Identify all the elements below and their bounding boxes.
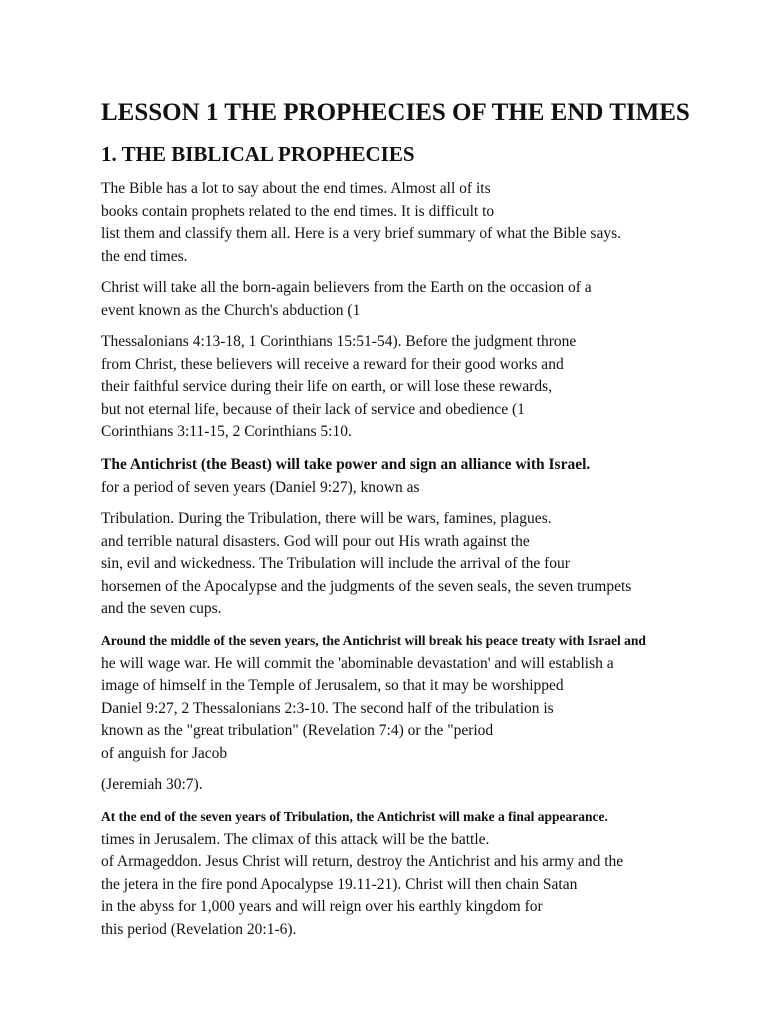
paragraph-lead: Around the middle of the seven years, the Antichrist will break his peace treaty with Israel and [101,633,646,648]
text-line: Christ will take all the born-again believers from the Earth on the occasion of a [101,279,592,296]
paragraph-8 [101,806,623,941]
text-line: horsemen of the Apocalypse and the judgments of the seven seals, the seven trumpets [101,577,632,595]
text-line: list them and classify them all. Here is a very brief summary of what the Bible says. [101,225,621,242]
text-line: this period (Revelation 20:1-6). [101,920,297,938]
paragraph-3 [101,331,576,444]
paragraph-4 [101,454,590,499]
text-line: but not eternal life, because of their lack of service and obedience (1 [101,400,525,418]
text-line: of Armageddon. Jesus Christ will return, destroy the Antichrist and his army and the [101,853,624,870]
text-line: and the seven cups. [101,600,222,617]
paragraph-1 [101,178,621,268]
lesson-title: LESSON 1 THE PROPHECIES OF THE END TIMES [101,99,690,126]
text-line: for a period of seven years (Daniel 9:27), known as [101,478,420,496]
paragraph-lead: At the end of the seven years of Tribulation, the Antichrist will make a final appearance. [101,809,608,824]
paragraph-5 [101,508,631,621]
text-line: Tribulation. During the Tribulation, there will be wars, famines, plagues. [101,510,552,527]
text-line: and terrible natural disasters. God will pour out His wrath against the [101,532,530,550]
text-line: event known as the Church's abduction (1 [101,301,361,319]
text-line: Thessalonians 4:13-18, 1 Corinthians 15:51-54). Before the judgment throne [101,333,577,350]
text-line: their faithful service during their life on earth, or will lose these rewards, [101,378,553,395]
text-line: books contain prophets related to the end times. It is difficult to [101,202,495,220]
text-line: known as the "great tribulation" (Revelation 7:4) or the "period [101,722,494,739]
text-line: Corinthians 3:11-15, 2 Corinthians 5:10. [101,423,352,440]
paragraph-2 [101,277,592,322]
text-line: from Christ, these believers will receive a reward for their good works and [101,355,564,373]
text-line: in the abyss for 1,000 years and will reign over his earthly kingdom for [101,898,543,915]
text-line: image of himself in the Temple of Jerusalem, so that it may be worshipped [101,677,564,694]
text-line: sin, evil and wickedness. The Tribulation will include the arrival of the four [101,555,570,572]
paragraph-lead: The Antichrist (the Beast) will take power and sign an alliance with Israel. [101,456,591,473]
text-line: he will wage war. He will commit the 'abominable devastation' and will establish a [101,654,614,672]
text-line: The Bible has a lot to say about the end times. Almost all of its [101,180,491,197]
text-line: of anguish for Jacob [101,744,228,762]
text-line: times in Jerusalem. The climax of this attack will be the battle. [101,830,490,848]
section-heading: 1. THE BIBLICAL PROPHECIES [101,142,415,166]
text-line: the jetera in the fire pond Apocalypse 19.11-21). Christ will then chain Satan [101,875,578,893]
paragraph-7 [101,774,203,797]
text-line: Daniel 9:27, 2 Thessalonians 2:3-10. The second half of the tribulation is [101,699,554,717]
text-line: the end times. [101,247,188,265]
text-line: (Jeremiah 30:7). [101,776,203,793]
paragraph-6 [101,630,646,765]
